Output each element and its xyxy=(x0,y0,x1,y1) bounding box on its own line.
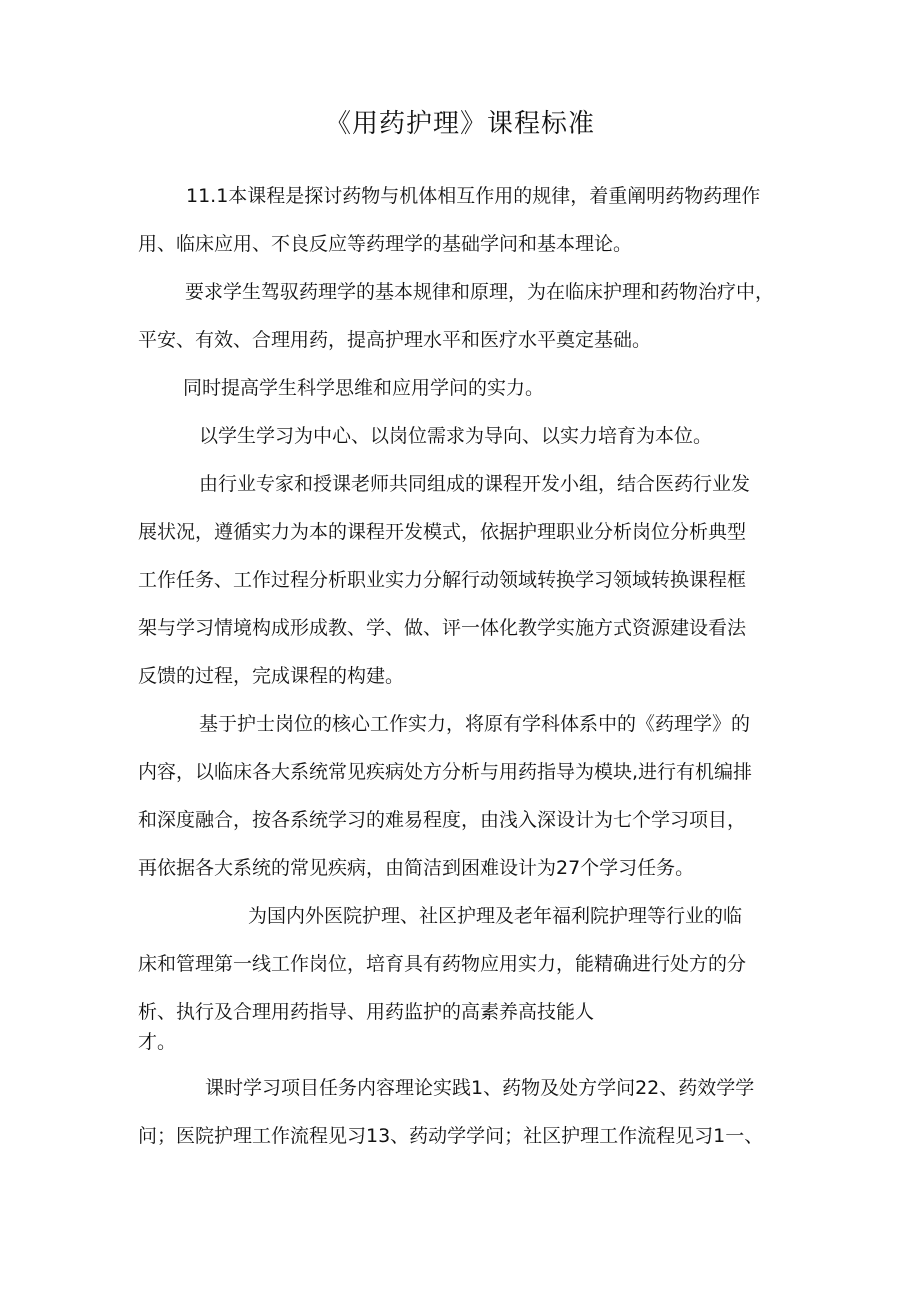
text-line: 内容，以临床各大系统常见疾病处方分析与用药指导为模块,进行有机编排 xyxy=(138,761,753,783)
text-line: 展状况，遵循实力为本的课程开发模式，依据护理职业分析岗位分析典型 xyxy=(138,521,747,543)
text-line: 架与学习情境构成形成教、学、做、评一体化教学实施方式资源建设看法 xyxy=(138,617,747,639)
text-line: 床和管理第一线工作岗位，培育具有药物应用实力，能精确进行处方的分 xyxy=(138,953,747,975)
page-title: 《用药护理》课程标准 xyxy=(324,109,595,139)
text-line: 同时提高学生科学思维和应用学问的实力。 xyxy=(183,377,545,399)
text-line: 析、执行及合理用药指导、用药监护的高素养高技能人 xyxy=(138,1001,595,1023)
text-line: 11.1本课程是探讨药物与机体相互作用的规律，着重阐明药物药理作 xyxy=(186,185,761,207)
text-line: 课时学习项目任务内容理论实践1、药物及处方学问22、药效学学 xyxy=(205,1077,755,1099)
text-line: 要求学生驾驭药理学的基本规律和原理，为在临床护理和药物治疗中， xyxy=(185,281,775,303)
text-line: 为国内外医院护理、社区护理及老年福利院护理等行业的临 xyxy=(248,905,743,927)
text-line: 和深度融合，按各系统学习的难易程度，由浅入深设计为七个学习项目， xyxy=(138,809,747,831)
text-line: 由行业专家和授课老师共同组成的课程开发小组，结合医药行业发 xyxy=(199,473,751,495)
text-line: 平安、有效、合理用药，提高护理水平和医疗水平奠定基础。 xyxy=(138,329,652,351)
text-line: 以学生学习为中心、以岗位需求为导向、以实力培育为本位。 xyxy=(199,425,713,447)
text-line: 问；医院护理工作流程见习13、药动学学问；社区护理工作流程见习1一、 xyxy=(138,1125,764,1147)
text-line: 工作任务、工作过程分析职业实力分解行动领域转换学习领域转换课程框 xyxy=(138,569,747,591)
text-line: 基于护士岗位的核心工作实力，将原有学科体系中的《药理学》的 xyxy=(199,713,751,735)
text-line: 用、临床应用、不良反应等药理学的基础学问和基本理论。 xyxy=(138,233,633,255)
text-line: 反馈的过程，完成课程的构建。 xyxy=(138,665,405,687)
text-line: 才。 xyxy=(138,1031,177,1053)
text-line: 再依据各大系统的常见疾病，由简洁到困难设计为27个学习任务。 xyxy=(138,857,695,879)
